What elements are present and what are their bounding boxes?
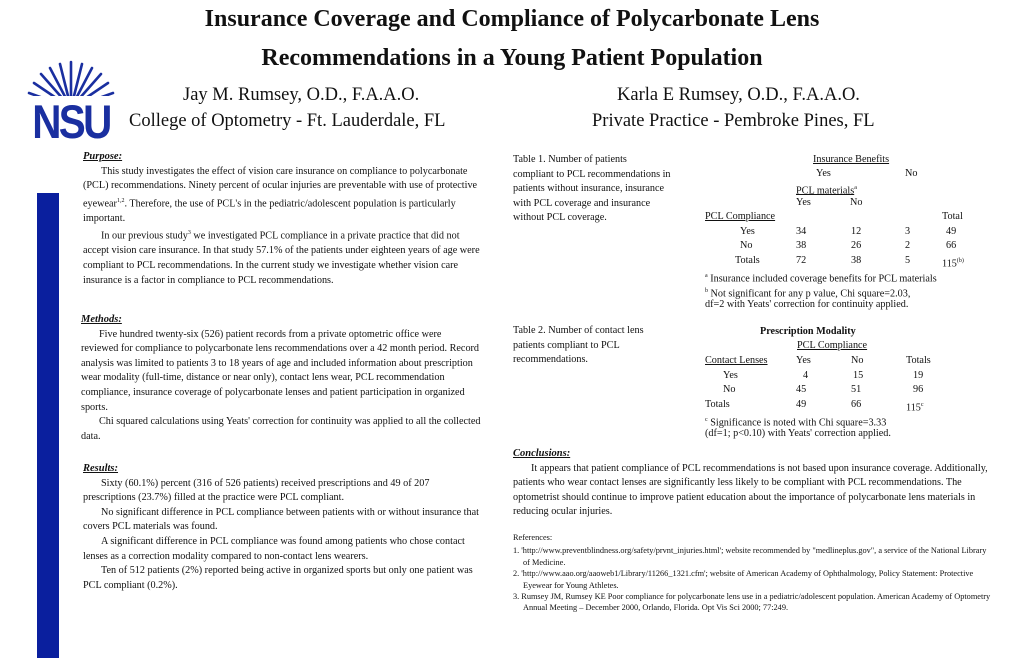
- table2-cell: 19: [913, 370, 924, 381]
- table1-note-b-cont: df=2 with Yeats' correction for continuity applied.: [705, 299, 909, 310]
- table1-cell: 38: [851, 255, 862, 266]
- table2-cell: 45: [796, 384, 807, 395]
- methods-paragraph-2: Chi squared calculations using Yeats' correction for continuity was applied to all the collected data.: [81, 416, 481, 442]
- table1-caption: Table 1. Number of patients compliant to PCL recommendations in patients without insurance, insurance with PCL coverage and insurance without PCL coverage.: [513, 154, 671, 224]
- table2-title: Prescription Modality: [760, 326, 856, 337]
- table1-sub-no: No: [850, 197, 863, 208]
- results-paragraph-1: Sixty (60.1%) percent (316 of 526 patients) received prescriptions and 49 of 207 prescriptions (23.7%) filled at the practice were PCL compliant.: [83, 477, 430, 504]
- table2-cell: 15: [853, 370, 864, 381]
- table2-note-c: $^c$ Significance is noted with Chi square=3.33: [705, 417, 887, 429]
- table1-cell: 34: [796, 226, 807, 237]
- table1-cell: 5: [905, 255, 911, 266]
- purpose-heading: Purpose:: [83, 151, 123, 162]
- table1-cell: 49: [946, 226, 957, 237]
- table1-cell: 72: [796, 255, 807, 266]
- table1-col-no: No: [905, 168, 918, 179]
- table2-cell: 51: [851, 384, 862, 395]
- table1-cell: 2: [905, 240, 911, 251]
- table1-cell: 3: [905, 226, 911, 237]
- table1-pcl-materials: PCL materials$^a$: [796, 185, 857, 197]
- reference-item: 1. 'http://www.preventblindness.org/safety/prvnt_injuries.html'; website recommended by "medlineplus.gov", a service of the National Library of Medicine.: [513, 546, 987, 567]
- table1-row-header: PCL Compliance: [705, 211, 776, 222]
- table2-cell: 49: [796, 399, 807, 410]
- reference-item: 3. Rumsey JM, Rumsey KE Poor compliance for polycarbonate lens use in a pediatric/adolescent population. American Academy of Optometry Annual Meeting – December 2000, Orlando, Florida. Opt Vis Sci 2000; 77:249.: [513, 592, 991, 613]
- table2-row-label: No: [723, 384, 736, 395]
- conclusions-section: [513, 447, 988, 520]
- table2-caption: Table 2. Number of contact lens patients compliant to PCL recommendations.: [513, 325, 644, 366]
- table1-total-header: Total: [942, 211, 963, 222]
- table1-col-yes: Yes: [816, 168, 831, 179]
- conclusions-paragraph: It appears that patient compliance of PCL recommendations is not based upon insurance coverage. Additionally, patients who wear contact lenses are significantly less likely to be compliant with PCL recommendations. The optometrist should continue to improve patient education about the importance of polycarbonate lens materials in reducing ocular injuries.: [513, 462, 988, 518]
- table2-col-no: No: [851, 355, 864, 366]
- results-paragraph-3: A significant difference in PCL compliance was found among patients who chose contact lenses as a correction modality compared to non-contact lens wearers.: [83, 535, 465, 562]
- table1-total-cell: 115$^{(b)}$: [942, 258, 964, 270]
- conclusions-heading: Conclusions:: [513, 448, 571, 459]
- table2-cell: 96: [913, 384, 924, 395]
- nsu-logo: [24, 58, 118, 150]
- author2-name: Karla E Rumsey, O.D., F.A.A.O.: [617, 85, 860, 105]
- methods-section: [81, 313, 481, 444]
- table2-col-yes: Yes: [796, 355, 811, 366]
- results-section: [83, 462, 483, 593]
- table2-total-cell: 115$^c$: [906, 402, 924, 414]
- table2-row-label: Totals: [705, 399, 730, 410]
- title-line-2: Recommendations in a Young Patient Population: [261, 45, 763, 71]
- references-heading: References:: [513, 533, 553, 542]
- table1-sub-yes: Yes: [796, 197, 811, 208]
- table2-pcl-compliance: PCL Compliance: [797, 340, 868, 351]
- table1-cell: 26: [851, 240, 862, 251]
- logo-text: NSU: [32, 95, 110, 148]
- table1-cell: 12: [851, 226, 862, 237]
- table2-row-label: Yes: [723, 370, 738, 381]
- methods-heading: Methods:: [81, 314, 122, 325]
- table2-note-c-cont: (df=1; p<0.10) with Yeats' correction applied.: [705, 428, 891, 439]
- table1-row-label: Totals: [735, 255, 760, 266]
- table2-cell: 4: [803, 370, 809, 381]
- table2-col-totals: Totals: [906, 355, 931, 366]
- table1-note-a: $^a$ Insurance included coverage benefits for PCL materials: [705, 273, 937, 285]
- results-heading: Results:: [83, 463, 119, 474]
- purpose-section: [83, 150, 483, 288]
- table1-note-b: $^b$ Not significant for any p value, Chi square=2.03,: [705, 288, 911, 300]
- methods-paragraph-1: Five hundred twenty-six (526) patient records from a private optometric office were reviewed for compliance to polycarbonate lens recommendations over a 42 month period. Record analysis was limited to patients 3 to 18 years of age and included information about prescription wear modality (full-time, distance or near only), contact lens wear, PCL recommendation compliance, insurance coverage of polycarbonate lenses and patient participation in organized sports.: [81, 328, 480, 413]
- reference-item: 2. 'http://www.aao.org/aaoweb1/Library/11266_1321.cfm'; website of American Academy of Ophthalmology, Policy Statement: Protective Eyewear for Young Athletes.: [513, 569, 974, 590]
- results-paragraph-2: No significant difference in PCL compliance between patients with or without insurance that covers PCL materials was found.: [83, 506, 479, 533]
- results-paragraph-4: Ten of 512 patients (2%) reported being active in organized sports but only one patient was PCL compliant (0.2%).: [83, 565, 473, 591]
- references-section: [513, 532, 991, 614]
- table1-row-label: Yes: [740, 226, 755, 237]
- purpose-paragraph-2: In our previous study$^3$ we investigated PCL compliance in a private practice that did not accept vision care insurance. In that study 57.1% of the patients under eighteen years of age were compliant to PCL recommendations. In the current study we investigate whether vision care insurance is a factor in compliance to PCL recommendations.: [83, 230, 480, 286]
- title-line-1: Insurance Coverage and Compliance of Polycarbonate Lens: [204, 6, 820, 32]
- table1-cell: 38: [796, 240, 807, 251]
- author2-affiliation: Private Practice - Pembroke Pines, FL: [592, 111, 875, 131]
- table1-cell: 66: [946, 240, 957, 251]
- table1-insurance-benefits: Insurance Benefits: [813, 154, 890, 165]
- table1-row-label: No: [740, 240, 753, 251]
- table2-row-header: Contact Lenses: [705, 355, 768, 366]
- blue-side-bar: [37, 193, 59, 658]
- table2-cell: 66: [851, 399, 862, 410]
- author1-affiliation: College of Optometry - Ft. Lauderdale, FL: [129, 111, 446, 131]
- purpose-paragraph-1: This study investigates the effect of vision care insurance on compliance to polycarbonate (PCL) recommendations. Ninety percent of ocular injuries are preventable with use of protective eyewear$^{1,2}$. Therefore, the use of PCL's in the pediatric/adolescent population is particularly important.: [83, 165, 478, 224]
- author1-name: Jay M. Rumsey, O.D., F.A.A.O.: [183, 85, 420, 105]
